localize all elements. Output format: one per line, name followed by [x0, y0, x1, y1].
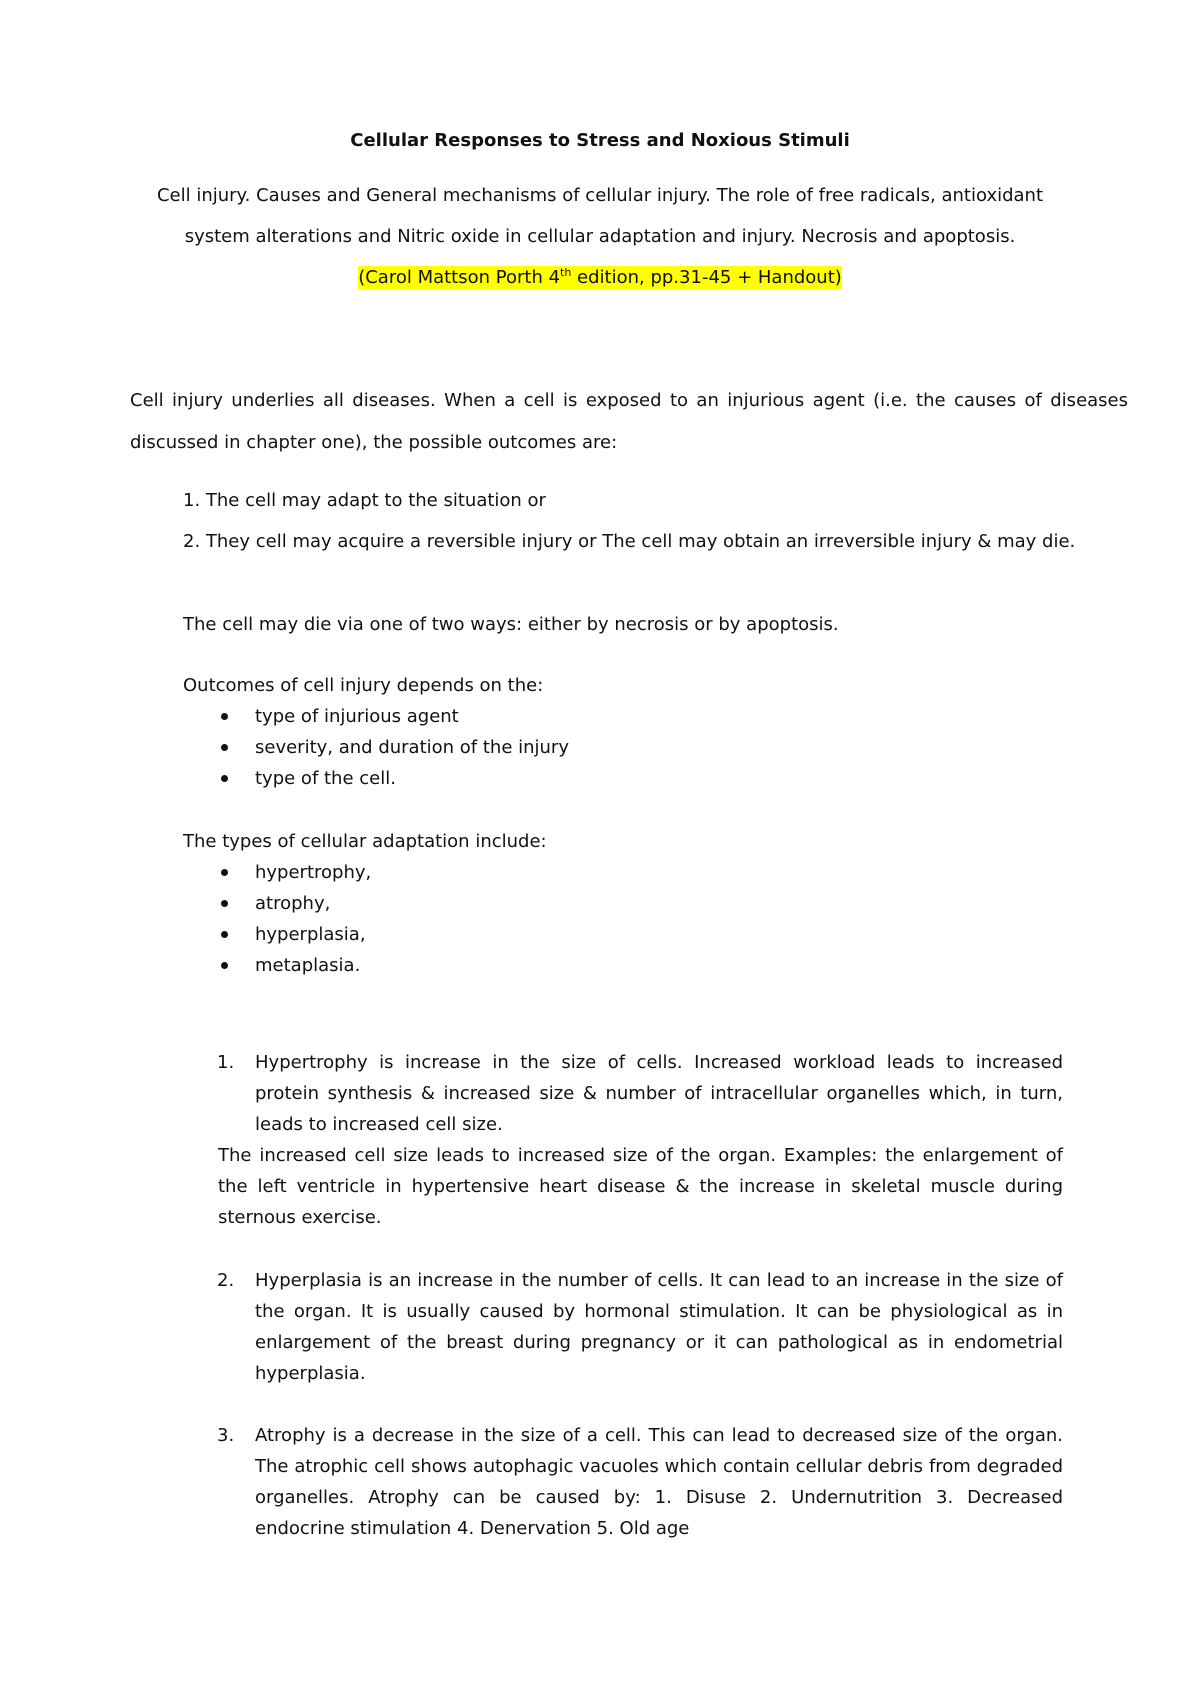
intro-paragraph: Cell injury underlies all diseases. When a cell is exposed to an injurious agent (i.e. the causes of diseases discussed in chapter one), the possible outcomes are:: [130, 390, 1128, 453]
item-number: 2.: [217, 1270, 235, 1291]
item-text: Hyperplasia is an increase in the number of cells. It can lead to an increase in the size of the organ. It is usually caused by hormonal stimulation. It can be physiological as in enlargement of the breast during pregnancy or it can pathological as in endometrial hyperplasia.: [255, 1270, 1063, 1384]
reference-text-end: edition, pp.31-45 + Handout): [571, 267, 842, 288]
depends-list: [183, 701, 569, 794]
numbered-item-1: [217, 1047, 1063, 1140]
list-item: atrophy,: [183, 888, 371, 919]
reference-line: [0, 267, 1200, 288]
bullet-icon: [221, 744, 228, 751]
bullet-icon: [221, 931, 228, 938]
bullet-icon: [221, 713, 228, 720]
numbered-item-2: [217, 1265, 1063, 1389]
bullet-icon: [221, 869, 228, 876]
item-number: 1.: [217, 1052, 235, 1073]
list-item: type of injurious agent: [183, 701, 569, 732]
adaptation-heading: The types of cellular adaptation include:: [183, 831, 547, 852]
numbered-item-3: [217, 1420, 1063, 1544]
list-item: metaplasia.: [183, 950, 371, 981]
outcome-item-2: 2. They cell may acquire a reversible injury or The cell may obtain an irreversible injury & may die.: [183, 531, 1076, 552]
list-item: severity, and duration of the injury: [183, 732, 569, 763]
depends-heading: Outcomes of cell injury depends on the:: [183, 675, 544, 696]
list-item: type of the cell.: [183, 763, 569, 794]
document-title: Cellular Responses to Stress and Noxious Stimuli: [350, 130, 850, 151]
item-text: Hypertrophy is increase in the size of cells. Increased workload leads to increased protein synthesis & increased size & number of intracellular organelles which, in turn, leads to increased cell size.: [255, 1052, 1063, 1135]
reference-highlight: [358, 266, 842, 289]
reference-text-start: (Carol Mattson Porth 4: [358, 267, 561, 288]
death-ways-text: The cell may die via one of two ways: either by necrosis or by apoptosis.: [183, 614, 839, 635]
subtitle-line-2: system alterations and Nitric oxide in cellular adaptation and injury. Necrosis and apoptosis.: [184, 226, 1016, 247]
bullet-icon: [221, 775, 228, 782]
list-item: hyperplasia,: [183, 919, 371, 950]
reference-superscript: th: [560, 266, 572, 279]
hypertrophy-continuation: The increased cell size leads to increased size of the organ. Examples: the enlargement of the left ventricle in hypertensive heart disease & the increase in skeletal muscle during sternous exercise.: [218, 1145, 1063, 1228]
subtitle-line-1: Cell injury. Causes and General mechanisms of cellular injury. The role of free radicals, antioxidant: [156, 185, 1044, 206]
adaptation-list: [183, 857, 371, 981]
bullet-icon: [221, 962, 228, 969]
item-text: Atrophy is a decrease in the size of a cell. This can lead to decreased size of the organ. The atrophic cell shows autophagic vacuoles which contain cellular debris from degraded organelles. Atrophy can be caused by: 1. Disuse 2. Undernutrition 3. Decreased endocrine stimulation 4. Denervation 5. Old age: [255, 1425, 1063, 1539]
outcome-item-1: 1. The cell may adapt to the situation or: [183, 490, 546, 511]
bullet-icon: [221, 900, 228, 907]
list-item: hypertrophy,: [183, 857, 371, 888]
item-number: 3.: [217, 1425, 235, 1446]
